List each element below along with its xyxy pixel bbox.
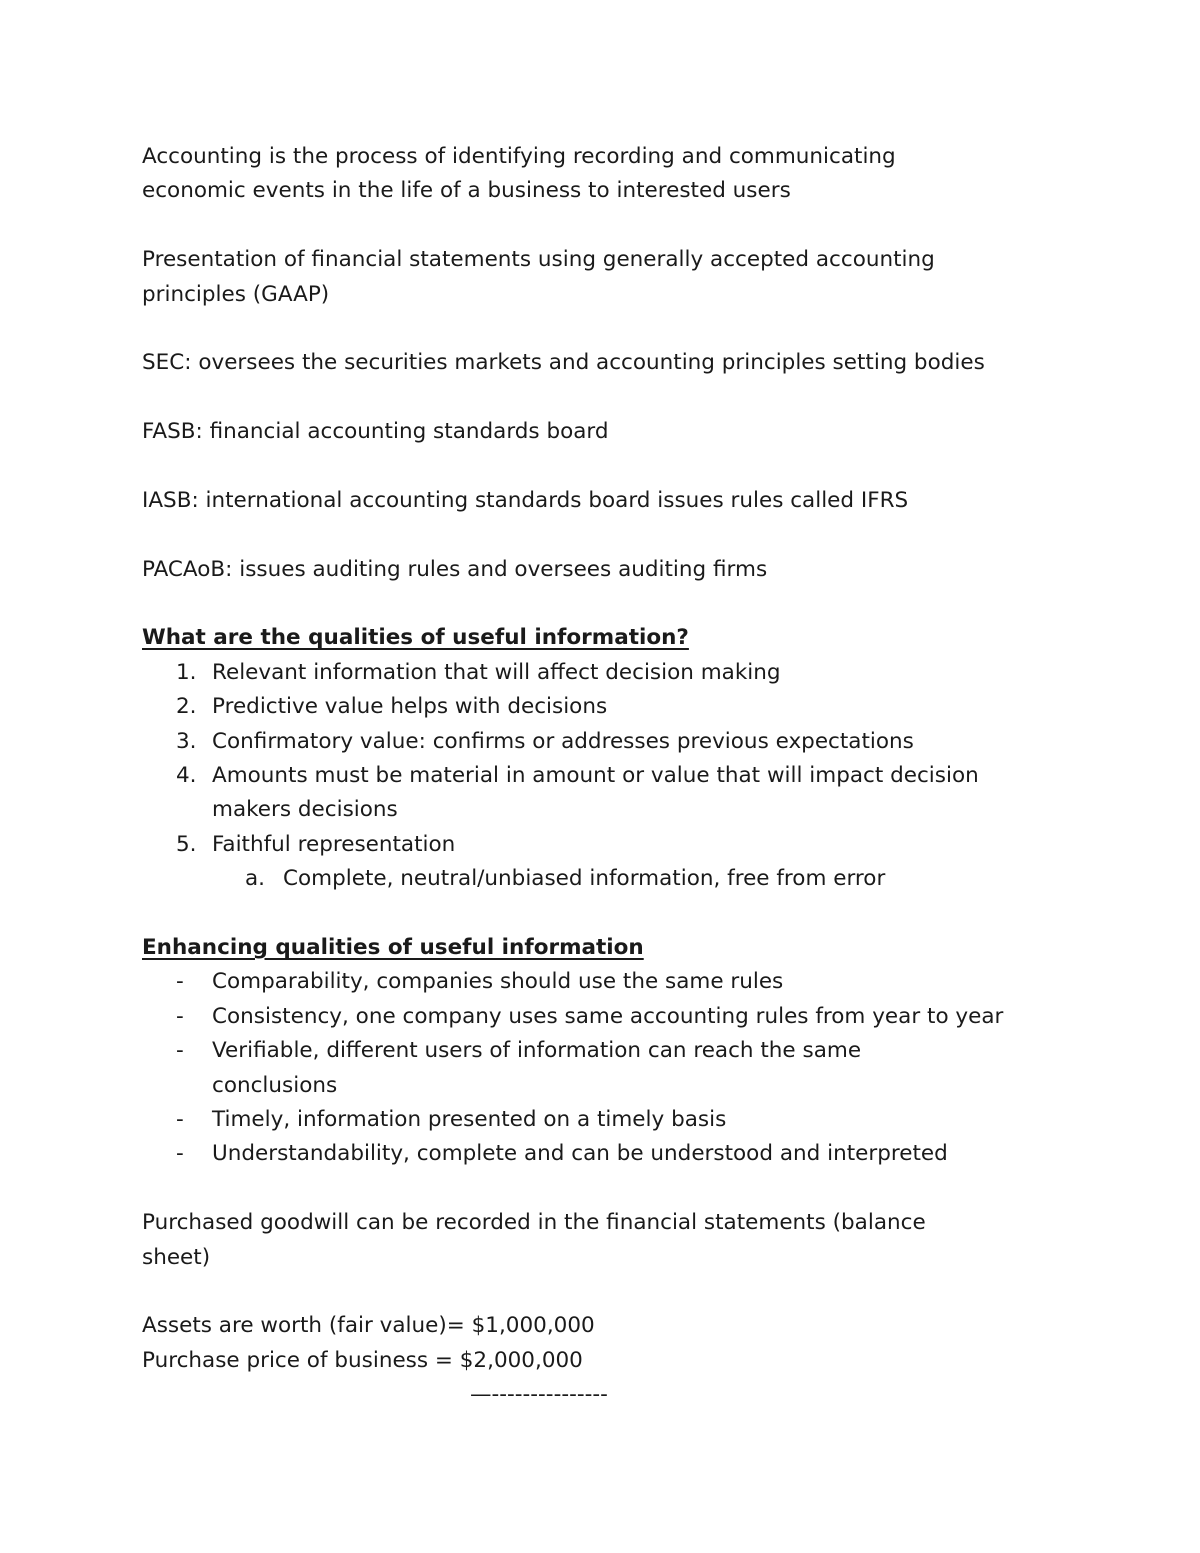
bullet-item-text: Timely, information presented on a timely basis: [212, 1106, 727, 1132]
list-item: [142, 656, 1142, 690]
list-item-text: Amounts must be material in amount or value that will impact decision: [212, 763, 979, 789]
bullet-item: [142, 1000, 1142, 1034]
dash-marker: -: [176, 1141, 184, 1167]
list-item: [142, 828, 1142, 862]
list-item-text: Confirmatory value: confirms or addresses previous expectations: [212, 728, 914, 754]
dash-marker: -: [176, 1003, 184, 1029]
goodwill-line-1: Purchased goodwill can be recorded in the financial statements (balance: [142, 1210, 926, 1236]
document-page: [142, 140, 1142, 1412]
sec-definition: SEC: oversees the securities markets and accounting principles setting bodies: [142, 350, 985, 376]
bullet-item-continuation: conclusions: [212, 1072, 338, 1098]
list-marker: 4.: [176, 763, 197, 789]
bullet-item: [142, 965, 1142, 999]
bullet-item-text: Comparability, companies should use the same rules: [212, 969, 784, 995]
gaap-line-2: principles (GAAP): [142, 281, 330, 307]
fasb-definition: FASB: financial accounting standards board: [142, 419, 609, 445]
gaap-line-1: Presentation of financial statements using generally accepted accounting: [142, 247, 935, 273]
accounting-definition-line-2: economic events in the life of a business to interested users: [142, 178, 791, 204]
list-marker: 2.: [176, 694, 197, 720]
assets-value: Assets are worth (fair value)= $1,000,000: [142, 1313, 595, 1339]
list-item-text: Relevant information that will affect decision making: [212, 659, 781, 685]
list-marker: 3.: [176, 728, 197, 754]
iasb-definition: IASB: international accounting standards board issues rules called IFRS: [142, 487, 909, 513]
pcaob-definition: PACAoB: issues auditing rules and oversees auditing firms: [142, 556, 768, 582]
list-item-text: Predictive value helps with decisions: [212, 694, 608, 720]
bullet-item-text: Understandability, complete and can be understood and interpreted: [212, 1141, 948, 1167]
purchase-price: Purchase price of business = $2,000,000: [142, 1347, 583, 1373]
sub-list-item-text: Complete, neutral/unbiased information, free from error: [283, 866, 886, 892]
list-item-text: Faithful representation: [212, 831, 456, 857]
accounting-definition-line-1: Accounting is the process of identifying recording and communicating: [142, 144, 896, 169]
list-item: [142, 690, 1142, 724]
enhancing-heading: Enhancing qualities of useful information: [142, 934, 644, 960]
bullet-item-text: Consistency, one company uses same accounting rules from year to year: [212, 1003, 1004, 1029]
subtraction-rule: —---------------: [470, 1382, 608, 1408]
goodwill-line-2: sheet): [142, 1244, 211, 1270]
list-marker: 1.: [176, 659, 197, 685]
dash-marker: -: [176, 1038, 184, 1064]
qualities-heading: What are the qualities of useful information?: [142, 625, 689, 651]
dash-marker: -: [176, 969, 184, 995]
dash-marker: -: [176, 1106, 184, 1132]
bullet-item-text: Verifiable, different users of information can reach the same: [212, 1038, 862, 1064]
bullet-item: [142, 1034, 1142, 1068]
sub-list-item: [142, 862, 1142, 896]
bullet-item: [142, 1103, 1142, 1137]
list-item-continuation: makers decisions: [212, 797, 398, 823]
list-item: [142, 725, 1142, 759]
sub-list-marker: a.: [245, 866, 266, 892]
list-marker: 5.: [176, 831, 197, 857]
bullet-item: [142, 1137, 1142, 1171]
list-item: [142, 759, 1142, 793]
